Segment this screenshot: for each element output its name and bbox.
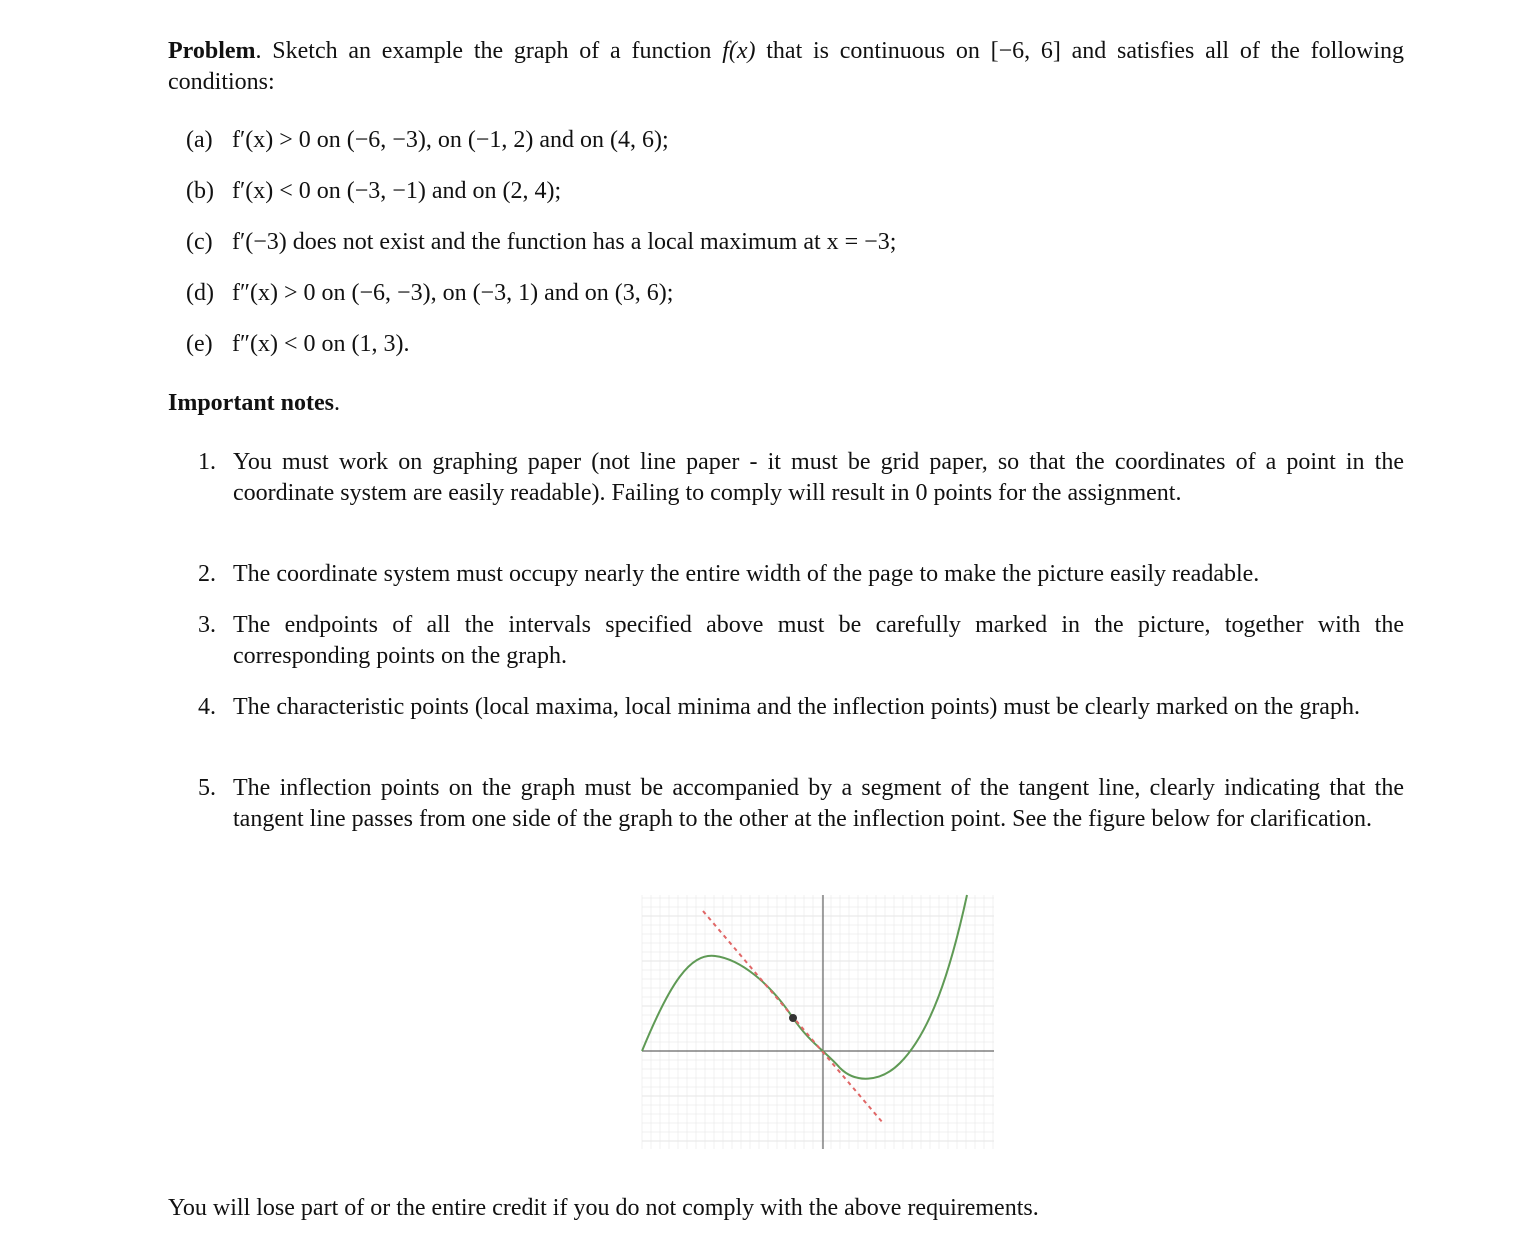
note-text: You must work on graphing paper (not line paper - it must be grid paper, so that the coordinates of a point in the coordinate system are easily readable). Failing to comply will result in 0 points for the assignment. (233, 449, 1404, 506)
condition-c (186, 227, 896, 258)
condition-text: f″(x) > 0 on (−6, −3), on (−3, 1) and on (3, 6); (232, 280, 674, 306)
note-text: The inflection points on the graph must be accompanied by a segment of the tangent line, clearly indicating that the tangent line passes from one side of the graph to the other at the inflection point. See the figure below for clarification. (233, 775, 1404, 832)
inflection-point (789, 1014, 797, 1022)
condition-text: f″(x) < 0 on (1, 3). (232, 331, 410, 357)
problem-text-after: and satisfies all of the following conditions: (168, 38, 1404, 95)
condition-label: (d) (186, 280, 214, 306)
condition-text: f′(x) > 0 on (−6, −3), on (−1, 2) and on (4, 6); (232, 127, 669, 153)
condition-d (186, 278, 673, 309)
notes-heading (168, 388, 340, 419)
condition-label: (e) (186, 331, 213, 357)
note-4 (198, 692, 1404, 723)
notes-heading-punct: . (334, 390, 340, 416)
condition-label: (a) (186, 127, 213, 153)
note-text: The characteristic points (local maxima, local minima and the inflection points) must be clearly marked on the graph. (233, 694, 1360, 720)
condition-e (186, 329, 410, 360)
note-number: 4. (198, 694, 216, 720)
notes-heading-label: Important notes (168, 390, 334, 416)
condition-label: (b) (186, 178, 214, 204)
note-text: The endpoints of all the intervals specified above must be carefully marked in the picture, together with the corresponding points on the graph. (233, 612, 1404, 669)
condition-text: f′(x) < 0 on (−3, −1) and on (2, 4); (232, 178, 562, 204)
condition-text: f′(−3) does not exist and the function has a local maximum at x = −3; (232, 229, 897, 255)
condition-a (186, 125, 669, 156)
note-text: The coordinate system must occupy nearly the entire width of the page to make the picture easily readable. (233, 561, 1260, 587)
note-number: 1. (198, 449, 216, 475)
condition-label: (c) (186, 229, 213, 255)
figure-grid (642, 895, 994, 1149)
problem-statement (168, 36, 1404, 98)
problem-text-middle: that is continuous on (755, 38, 991, 64)
condition-b (186, 176, 561, 207)
problem-interval: [−6, 6] (990, 38, 1061, 64)
note-5 (198, 773, 1404, 835)
problem-text-before: . Sketch an example the graph of a function (255, 38, 723, 64)
problem-function: f(x) (722, 38, 756, 64)
problem-label: Problem (168, 38, 256, 64)
note-number: 2. (198, 561, 216, 587)
note-3 (198, 610, 1404, 672)
note-number: 5. (198, 775, 216, 801)
note-number: 3. (198, 612, 216, 638)
note-2 (198, 559, 1404, 590)
inflection-figure (640, 893, 996, 1151)
footer-note: You will lose part of or the entire credit if you do not comply with the above requirements. (168, 1195, 1039, 1221)
note-1 (198, 447, 1404, 509)
